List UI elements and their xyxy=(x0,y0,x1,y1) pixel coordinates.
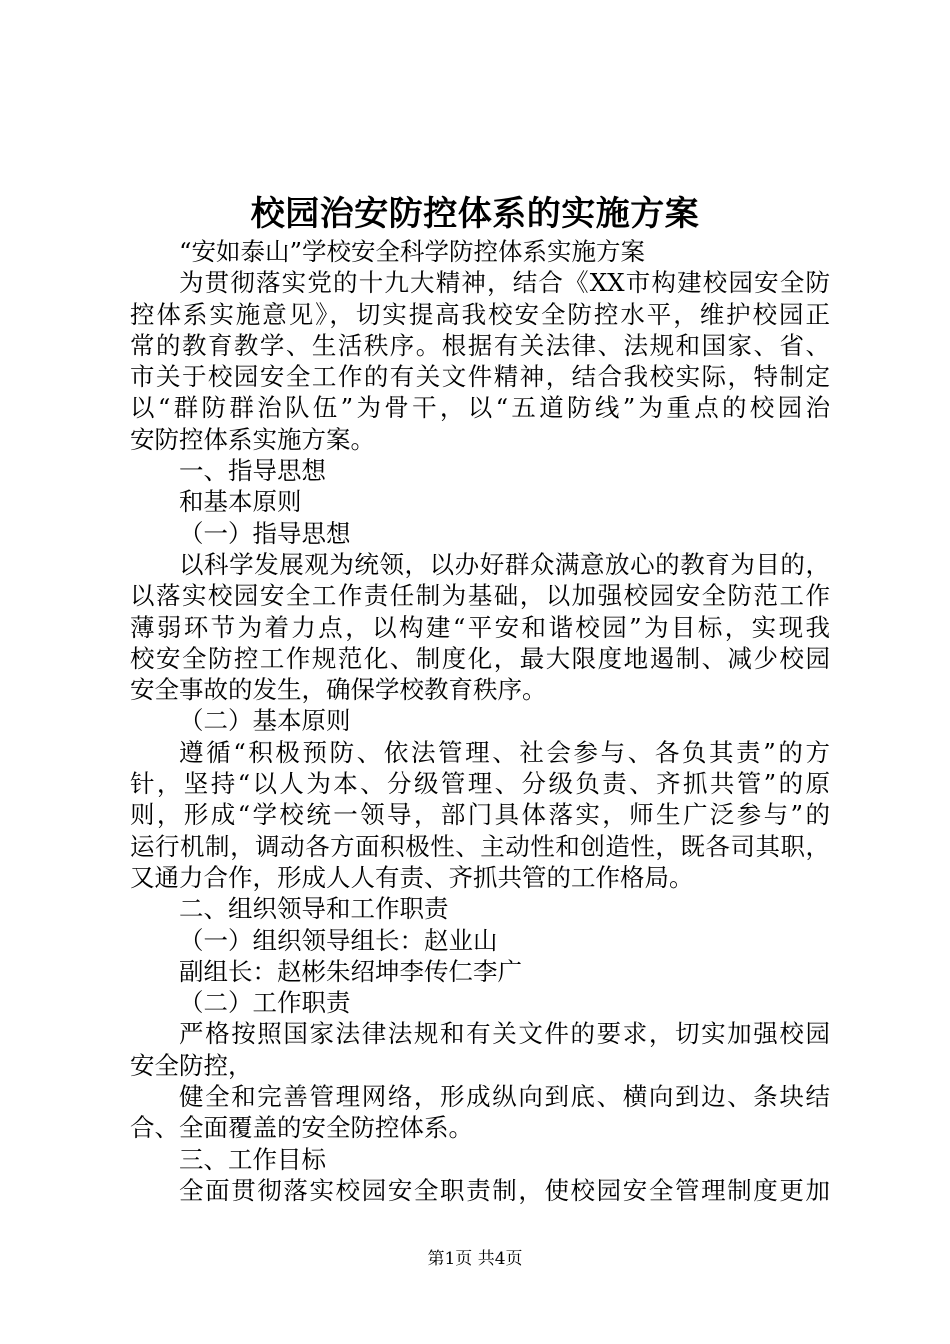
document-body xyxy=(130,236,830,1206)
text-line: 校安全防控工作规范化、制度化，最大限度地遏制、减少校园 xyxy=(130,643,830,673)
text-line: 安全事故的发生，确保学校教育秩序。 xyxy=(130,675,547,705)
text-line: 为贯彻落实党的十九大精神，结合《XX市构建校园安全防 xyxy=(179,268,830,298)
text-line: 严格按照国家法律法规和有关文件的要求，切实加强校园 xyxy=(179,1019,830,1049)
text-line: （一）组织领导组长：赵业山 xyxy=(179,925,498,955)
text-line: “安如泰山”学校安全科学防控体系实施方案 xyxy=(179,237,646,266)
text-line: 以落实校园安全工作责任制为基础，以加强校园安全防范工作 xyxy=(130,581,830,611)
text-line: 全面贯彻落实校园安全职责制，使校园安全管理制度更加 xyxy=(179,1175,830,1205)
text-line: 三、工作目标 xyxy=(179,1144,326,1174)
text-line: 和基本原则 xyxy=(179,487,302,517)
text-line: 二、组织领导和工作职责 xyxy=(179,894,449,924)
text-line: 针，坚持“以人为本、分级管理、分级负责、齐抓共管”的原 xyxy=(130,769,830,799)
text-line: 遵循“积极预防、依法管理、社会参与、各负其责”的方 xyxy=(179,737,830,767)
text-line: 又通力合作，形成人人有责、齐抓共管的工作格局。 xyxy=(130,862,694,892)
text-line: 市关于校园安全工作的有关文件精神，结合我校实际，特制定 xyxy=(130,362,830,392)
text-line: （一）指导思想 xyxy=(179,518,351,548)
document-title: 校园治安防控体系的实施方案 xyxy=(250,194,700,234)
text-line: 常的教育教学、生活秩序。根据有关法律、法规和国家、省、 xyxy=(130,330,830,360)
text-line: 副组长：赵彬朱绍坤李传仁李广 xyxy=(179,956,522,986)
text-line: 控体系实施意见》，切实提高我校安全防控水平，维护校园正 xyxy=(130,299,830,329)
text-line: （二）基本原则 xyxy=(179,706,351,736)
text-line: 运行机制，调动各方面积极性、主动性和创造性，既各司其职， xyxy=(130,831,830,861)
text-line: 则，形成“学校统一领导，部门具体落实，师生广泛参与”的 xyxy=(130,800,830,830)
text-line: 健全和完善管理网络，形成纵向到底、横向到边、条块结 xyxy=(179,1082,830,1112)
page-footer: 第1页 共4页 xyxy=(427,1249,523,1269)
text-line: （二）工作职责 xyxy=(179,988,351,1018)
text-line: 一、指导思想 xyxy=(179,456,326,486)
text-line: 安防控体系实施方案。 xyxy=(130,424,375,454)
text-line: 安全防控， xyxy=(130,1050,253,1080)
text-line: 以科学发展观为统领，以办好群众满意放心的教育为目的， xyxy=(179,549,830,579)
text-line: 以“群防群治队伍”为骨干，以“五道防线”为重点的校园治 xyxy=(130,393,830,423)
text-line: 薄弱环节为着力点，以构建“平安和谐校园”为目标，实现我 xyxy=(130,612,830,642)
text-line: 合、全面覆盖的安全防控体系。 xyxy=(130,1113,473,1143)
